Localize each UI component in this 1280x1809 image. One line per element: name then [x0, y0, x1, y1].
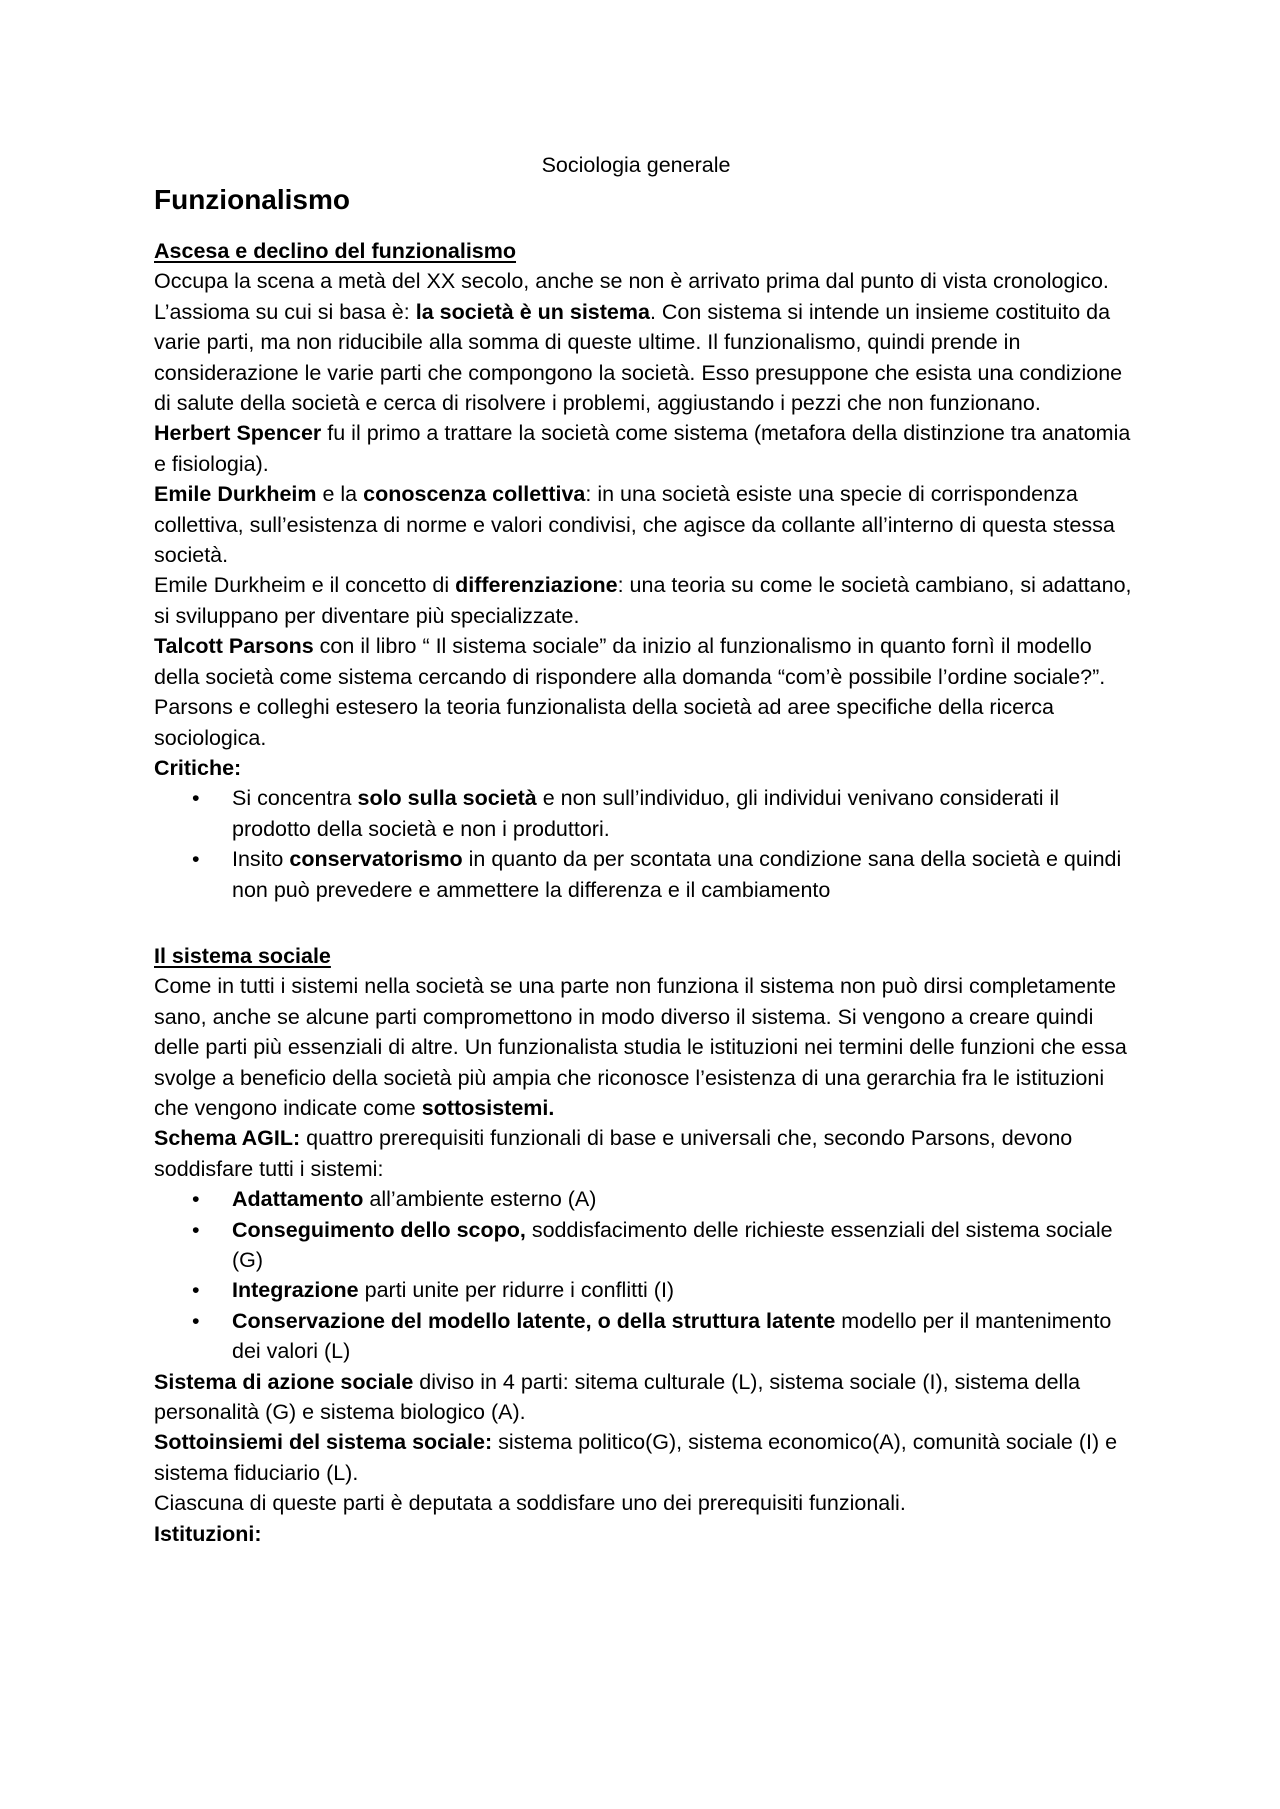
bold-text: Conservazione del modello latente, o della struttura latente	[232, 1308, 836, 1333]
paragraph	[154, 1367, 1134, 1428]
bullet-icon: •	[192, 1278, 200, 1303]
bold-text: Sistema di azione sociale	[154, 1369, 414, 1394]
bold-text: Schema AGIL:	[154, 1126, 301, 1151]
list-item	[154, 1275, 1134, 1305]
paragraph	[154, 266, 1134, 418]
paragraph-text: : una teoria su come le società cambiano, si adattano, si sviluppano per diventare più specializzate.	[154, 573, 1132, 628]
bold-text: la società è un sistema	[415, 299, 650, 324]
bold-text: Talcott Parsons	[154, 634, 314, 659]
paragraph-text: Come in tutti i sistemi nella società se una parte non funziona il sistema non può dirsi completamente sano, anche se alcune parti compromettono in modo diverso il sistema. Si vengono a creare quindi delle parti più essenziali di altre. Un funzionalista studia le istituzioni nei termini delle funzioni che essa svolge a beneficio della società più ampia che riconosce l’esistenza di una gerarchia fra le istituzioni che vengono indicate come	[154, 974, 1127, 1120]
paragraph-text: quattro prerequisiti funzionali di base e universali che, secondo Parsons, devono soddisfare tutti i sistemi:	[154, 1126, 1073, 1181]
list-item-text: Si concentra	[232, 786, 358, 811]
paragraph-text: : in una società esiste una specie di corrispondenza collettiva, sull’esistenza di norme e valori condivisi, che agisce da collante all’interno di questa stessa società.	[154, 482, 1115, 568]
bold-text: differenziazione	[455, 573, 618, 598]
paragraph-text: . Con sistema si intende un insieme costituito da varie parti, ma non riducibile alla somma di queste ultime. Il funzionalismo, quindi prende in considerazione le varie parti che compongono la società. Esso presuppone che esista una condizione di salute della società e cerca di risolvere i problemi, aggiustando i pezzi che non funzionano.	[154, 299, 1123, 416]
list-item	[154, 1306, 1134, 1367]
section-heading: Ascesa e declino del funzionalismo	[154, 239, 517, 263]
bold-text: solo sulla società	[357, 786, 537, 811]
paragraph	[154, 479, 1134, 570]
bullet-icon: •	[192, 1217, 200, 1242]
bold-text: Adattamento	[232, 1187, 364, 1212]
paragraph-text: con il libro “ Il sistema sociale” da inizio al funzionalismo in quanto fornì il modello della società come sistema cercando di rispondere alla domanda “com’è possibile l’ordine sociale?”. Parsons e colleghi estesero la teoria funzionalista della società ad aree specifiche della ricerca sociologica.	[154, 634, 1106, 750]
section-ascesa-declino	[154, 236, 1134, 905]
paragraph-text: fu il primo a trattare la società come sistema (metafora della distinzione tra anatomia e fisiologia).	[154, 421, 1131, 476]
list-item	[154, 783, 1134, 844]
bold-text: Herbert Spencer	[154, 421, 322, 446]
bold-text: sottosistemi.	[421, 1095, 555, 1120]
list-item-text: modello per il mantenimento dei valori (L)	[232, 1308, 1112, 1364]
page-header: Sociologia generale	[541, 153, 731, 177]
list-item-text: parti unite per ridurre i conflitti (I)	[358, 1278, 675, 1303]
bullet-icon: •	[192, 1308, 200, 1333]
list-item	[154, 1184, 1134, 1214]
section-sistema-sociale	[154, 941, 1134, 1549]
list-item-text: in quanto da per scontata una condizione sana della società e quindi non può prevedere e ammettere la differenza e il cambiamento	[232, 847, 1122, 902]
bold-text: Istituzioni:	[154, 1521, 262, 1546]
bold-text: Conseguimento dello scopo,	[232, 1217, 526, 1242]
bullet-icon: •	[192, 786, 200, 811]
paragraph	[154, 418, 1134, 479]
list-item-text: Insito	[232, 847, 290, 872]
paragraph-text: sistema politico(G), sistema economico(A), comunità sociale (I) e sistema fiduciario (L).	[154, 1430, 1118, 1485]
paragraph	[154, 631, 1134, 753]
paragraph-text: Occupa la scena a metà del XX secolo, anche se non è arrivato prima dal punto di vista cronologico. L’assioma su cui si basa è:	[154, 269, 1109, 324]
istituzioni-label	[154, 1519, 1134, 1549]
list-item-text: e non sull’individuo, gli individui venivano considerati il prodotto della società e non i produttori.	[232, 786, 1059, 841]
paragraph: Ciascuna di queste parti è deputata a soddisfare uno dei prerequisiti funzionali.	[154, 1491, 906, 1516]
paragraph-text: Emile Durkheim e il concetto di	[154, 573, 456, 598]
list-item-text: soddisfacimento delle richieste essenziali del sistema sociale (G)	[232, 1217, 1113, 1272]
critiche-list	[154, 783, 1134, 905]
bold-text: Critiche:	[154, 755, 242, 780]
agil-list	[154, 1184, 1134, 1366]
bold-text: Integrazione	[232, 1278, 359, 1303]
paragraph	[154, 971, 1134, 1123]
paragraph-text: diviso in 4 parti: sitema culturale (L), sistema sociale (I), sistema della personalità (G) e sistema biologico (A).	[154, 1369, 1081, 1425]
paragraph	[154, 1123, 1134, 1184]
bold-text: conservatorismo	[289, 847, 463, 872]
document-page	[154, 150, 1134, 1549]
list-item	[154, 844, 1134, 905]
bullet-icon: •	[192, 847, 200, 872]
list-item-text: all’ambiente esterno (A)	[363, 1187, 597, 1212]
paragraph-text: e la	[316, 482, 364, 507]
bold-text: Emile Durkheim	[154, 482, 317, 507]
bold-text: Sottoinsiemi del sistema sociale:	[154, 1430, 493, 1455]
document-title: Funzionalismo	[154, 184, 350, 215]
paragraph	[154, 1427, 1134, 1488]
bold-text: conoscenza collettiva	[363, 482, 586, 507]
bullet-icon: •	[192, 1187, 200, 1212]
critiche-label	[154, 753, 1134, 783]
section-spacer	[154, 905, 1134, 941]
list-item	[154, 1215, 1134, 1276]
section-heading: Il sistema sociale	[154, 943, 331, 968]
paragraph	[154, 570, 1134, 631]
